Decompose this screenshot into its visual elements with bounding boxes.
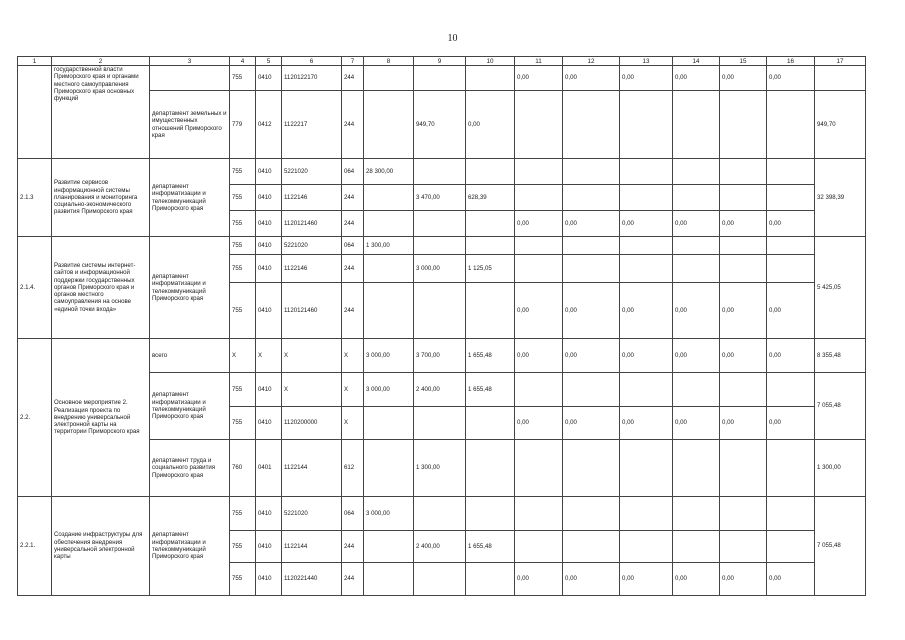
cell: 1 655,48 <box>466 339 515 373</box>
responsible-executor: департамент информатизации и телекоммуникаций Приморского края <box>150 497 230 596</box>
cell: 2 400,00 <box>414 373 466 407</box>
cell: 244 <box>342 255 364 283</box>
cell: 244 <box>342 283 364 339</box>
cell <box>364 66 414 91</box>
cell <box>515 531 563 563</box>
cell <box>563 440 620 497</box>
total-cell: 949,70 <box>815 91 866 159</box>
cell: 0,00 <box>767 407 815 440</box>
cell: 949,70 <box>414 91 466 159</box>
cell <box>515 91 563 159</box>
header-cell: 5 <box>256 57 282 66</box>
cell <box>767 255 815 283</box>
table-row <box>18 159 866 185</box>
cell: 1120221440 <box>282 563 342 596</box>
table-row <box>18 339 866 373</box>
cell <box>673 440 720 497</box>
responsible-executor: всего <box>150 339 230 373</box>
cell <box>563 91 620 159</box>
header-row <box>18 57 866 66</box>
cell: 755 <box>230 373 256 407</box>
cell: 0,00 <box>767 563 815 596</box>
header-cell: 13 <box>620 57 673 66</box>
cell <box>466 211 515 237</box>
cell: X <box>342 339 364 373</box>
cell <box>620 440 673 497</box>
cell: 755 <box>230 159 256 185</box>
cell: 755 <box>230 407 256 440</box>
cell <box>364 211 414 237</box>
responsible-executor: департамент информатизации и телекоммуникаций Приморского края <box>150 159 230 237</box>
cell: 244 <box>342 531 364 563</box>
budget-table <box>17 56 866 596</box>
cell <box>673 497 720 531</box>
cell: 0410 <box>256 531 282 563</box>
cell <box>414 407 466 440</box>
cell: 755 <box>230 211 256 237</box>
cell: 0410 <box>256 159 282 185</box>
cell <box>563 185 620 211</box>
header-cell: 12 <box>563 57 620 66</box>
cell <box>767 497 815 531</box>
row-code: 2.1.4. <box>18 237 52 339</box>
cell: 0410 <box>256 255 282 283</box>
cell: 0410 <box>256 497 282 531</box>
cell: 0,00 <box>620 339 673 373</box>
cell <box>620 159 673 185</box>
cell: 0401 <box>256 440 282 497</box>
responsible-executor: департамент информатизации и телекоммуникаций Приморского края <box>150 373 230 440</box>
cell <box>563 237 620 255</box>
cell <box>620 531 673 563</box>
cell: 0,00 <box>673 66 720 91</box>
row-description: Развитие сервисов информационной системы планирования и мониторинга социально-экономического развития Приморского края <box>52 159 150 237</box>
cell: 5221020 <box>282 237 342 255</box>
page-number: 10 <box>447 33 458 44</box>
row-code: 2.1.3 <box>18 159 52 237</box>
row-description: государственной власти Приморского края и органами местного самоуправления Приморского края основных функций <box>52 66 150 159</box>
cell <box>364 283 414 339</box>
cell <box>815 66 866 91</box>
cell: 0,00 <box>515 407 563 440</box>
cell <box>620 497 673 531</box>
cell <box>720 159 767 185</box>
cell: 0,00 <box>720 407 767 440</box>
cell: 3 000,00 <box>364 339 414 373</box>
cell <box>720 497 767 531</box>
cell: 0,00 <box>673 211 720 237</box>
cell <box>414 237 466 255</box>
cell <box>767 237 815 255</box>
cell: 628,39 <box>466 185 515 211</box>
cell: 3 000,00 <box>364 497 414 531</box>
header-cell: 16 <box>767 57 815 66</box>
header-cell: 2 <box>52 57 150 66</box>
cell: 064 <box>342 159 364 185</box>
cell <box>720 185 767 211</box>
cell <box>515 237 563 255</box>
header-cell: 14 <box>673 57 720 66</box>
cell <box>620 237 673 255</box>
cell <box>767 185 815 211</box>
header-cell: 8 <box>364 57 414 66</box>
cell: 755 <box>230 185 256 211</box>
cell: 28 300,00 <box>364 159 414 185</box>
cell: 0,00 <box>515 66 563 91</box>
cell: 755 <box>230 237 256 255</box>
cell: X <box>282 373 342 407</box>
cell: 3 700,00 <box>414 339 466 373</box>
cell: 755 <box>230 563 256 596</box>
cell <box>720 373 767 407</box>
cell <box>466 237 515 255</box>
cell <box>620 185 673 211</box>
cell <box>414 283 466 339</box>
cell <box>673 237 720 255</box>
cell: 1 655,48 <box>466 373 515 407</box>
cell: 1 125,05 <box>466 255 515 283</box>
total-cell: 8 355,48 <box>815 339 866 373</box>
responsible-executor: департамент информатизации и телекоммуникаций Приморского края <box>150 237 230 339</box>
cell <box>414 211 466 237</box>
cell <box>414 563 466 596</box>
row-description: Создание инфраструктуры для обеспечения внедрения универсальной электронной карты <box>52 497 150 596</box>
cell <box>767 531 815 563</box>
cell: 755 <box>230 283 256 339</box>
cell: 1122146 <box>282 185 342 211</box>
header-cell: 11 <box>515 57 563 66</box>
header-cell: 1 <box>18 57 52 66</box>
header-cell: 6 <box>282 57 342 66</box>
cell: 0,00 <box>673 339 720 373</box>
total-cell: 32 398,39 <box>815 159 866 237</box>
cell <box>414 159 466 185</box>
cell: 612 <box>342 440 364 497</box>
cell <box>767 91 815 159</box>
cell: 0410 <box>256 211 282 237</box>
total-cell: 1 300,00 <box>815 440 866 497</box>
cell: 1122217 <box>282 91 342 159</box>
cell <box>466 283 515 339</box>
cell: 779 <box>230 91 256 159</box>
cell: 0,00 <box>563 407 620 440</box>
cell: 0,00 <box>720 283 767 339</box>
cell: 0,00 <box>563 339 620 373</box>
cell: 0,00 <box>767 211 815 237</box>
cell <box>563 255 620 283</box>
cell <box>673 373 720 407</box>
cell: 0,00 <box>720 563 767 596</box>
cell <box>673 91 720 159</box>
cell <box>515 440 563 497</box>
cell <box>563 497 620 531</box>
cell <box>515 159 563 185</box>
cell: 0,00 <box>673 407 720 440</box>
cell: 0,00 <box>563 563 620 596</box>
cell <box>767 440 815 497</box>
cell: X <box>342 407 364 440</box>
cell: 1 300,00 <box>414 440 466 497</box>
row-description: Развитие системы интернет-сайтов и информационной поддержки государственных органов Приморского края и органов местного самоуправления на основе «единой точки входа» <box>52 237 150 339</box>
cell <box>364 185 414 211</box>
cell: 0,00 <box>767 283 815 339</box>
cell: 755 <box>230 531 256 563</box>
cell: 0,00 <box>620 407 673 440</box>
cell: X <box>342 373 364 407</box>
cell: 244 <box>342 211 364 237</box>
cell: 0,00 <box>767 339 815 373</box>
header-cell: 10 <box>466 57 515 66</box>
cell: 064 <box>342 237 364 255</box>
cell: 0,00 <box>620 563 673 596</box>
cell: 0,00 <box>563 283 620 339</box>
cell <box>466 440 515 497</box>
cell: 244 <box>342 66 364 91</box>
cell: 0,00 <box>515 339 563 373</box>
cell: 0,00 <box>466 91 515 159</box>
cell <box>414 497 466 531</box>
cell <box>720 440 767 497</box>
cell <box>466 407 515 440</box>
header-cell: 3 <box>150 57 230 66</box>
cell <box>620 91 673 159</box>
cell: 1120200000 <box>282 407 342 440</box>
cell: X <box>256 339 282 373</box>
cell: 0,00 <box>720 339 767 373</box>
cell: 0,00 <box>720 211 767 237</box>
cell: 0,00 <box>673 563 720 596</box>
responsible-executor: департамент труда и социального развития Приморского края <box>150 440 230 497</box>
cell <box>515 185 563 211</box>
cell: 0412 <box>256 91 282 159</box>
cell: 3 000,00 <box>364 373 414 407</box>
cell: 755 <box>230 497 256 531</box>
cell <box>767 159 815 185</box>
cell: 0,00 <box>673 283 720 339</box>
header-cell: 17 <box>815 57 866 66</box>
cell <box>767 373 815 407</box>
cell: 0,00 <box>515 283 563 339</box>
cell <box>364 440 414 497</box>
cell: 0,00 <box>620 211 673 237</box>
cell <box>364 91 414 159</box>
row-code <box>18 66 52 159</box>
header-cell: 9 <box>414 57 466 66</box>
cell <box>673 185 720 211</box>
row-code: 2.2. <box>18 339 52 497</box>
cell: X <box>282 339 342 373</box>
cell: 0410 <box>256 237 282 255</box>
cell <box>720 531 767 563</box>
cell: 755 <box>230 255 256 283</box>
cell: 0410 <box>256 373 282 407</box>
cell: 0,00 <box>563 66 620 91</box>
cell: 5221020 <box>282 159 342 185</box>
cell: 064 <box>342 497 364 531</box>
cell: 5221020 <box>282 497 342 531</box>
cell <box>673 531 720 563</box>
cell: 1122144 <box>282 440 342 497</box>
cell: 0410 <box>256 563 282 596</box>
cell <box>466 563 515 596</box>
row-code: 2.2.1. <box>18 497 52 596</box>
header-cell: 15 <box>720 57 767 66</box>
cell <box>563 373 620 407</box>
cell <box>563 531 620 563</box>
cell: 244 <box>342 185 364 211</box>
cell: 0,00 <box>515 563 563 596</box>
cell: 1 300,00 <box>364 237 414 255</box>
cell <box>414 66 466 91</box>
cell: 244 <box>342 91 364 159</box>
cell: 0410 <box>256 185 282 211</box>
cell: 0410 <box>256 66 282 91</box>
header-cell: 7 <box>342 57 364 66</box>
cell: 244 <box>342 563 364 596</box>
cell: 0410 <box>256 407 282 440</box>
cell <box>720 91 767 159</box>
cell <box>620 255 673 283</box>
cell <box>364 531 414 563</box>
table-row <box>18 497 866 531</box>
cell <box>466 66 515 91</box>
cell: 1122144 <box>282 531 342 563</box>
responsible-executor: департамент земельных и имущественных отношений Приморского края <box>150 91 230 159</box>
cell <box>673 255 720 283</box>
cell <box>515 255 563 283</box>
cell: 1120121460 <box>282 283 342 339</box>
cell <box>515 373 563 407</box>
cell <box>364 407 414 440</box>
table-row <box>18 237 866 255</box>
cell: 1120121460 <box>282 211 342 237</box>
cell <box>466 497 515 531</box>
cell: 0,00 <box>720 66 767 91</box>
cell <box>364 255 414 283</box>
cell: 3 470,00 <box>414 185 466 211</box>
table-row <box>18 66 866 91</box>
total-cell: 7 055,48 <box>815 373 866 440</box>
cell: 760 <box>230 440 256 497</box>
cell: X <box>230 339 256 373</box>
cell: 755 <box>230 66 256 91</box>
cell <box>563 159 620 185</box>
cell <box>466 159 515 185</box>
cell <box>150 66 230 91</box>
cell <box>673 159 720 185</box>
header-cell: 4 <box>230 57 256 66</box>
cell: 1122146 <box>282 255 342 283</box>
cell: 0,00 <box>767 66 815 91</box>
cell: 0,00 <box>515 211 563 237</box>
cell: 2 400,00 <box>414 531 466 563</box>
cell: 0,00 <box>563 211 620 237</box>
cell <box>720 237 767 255</box>
total-cell: 7 055,48 <box>815 497 866 596</box>
cell: 0,00 <box>620 66 673 91</box>
row-description: Основное мероприятие 2. Реализация проекта по внедрению универсальной электронной карты на территории Приморского края <box>52 339 150 497</box>
cell <box>620 373 673 407</box>
cell: 3 000,00 <box>414 255 466 283</box>
cell <box>364 563 414 596</box>
cell: 0,00 <box>620 283 673 339</box>
cell <box>720 255 767 283</box>
cell <box>515 497 563 531</box>
cell: 0410 <box>256 283 282 339</box>
cell: 1 655,48 <box>466 531 515 563</box>
total-cell: 5 425,05 <box>815 237 866 339</box>
cell: 1120122170 <box>282 66 342 91</box>
